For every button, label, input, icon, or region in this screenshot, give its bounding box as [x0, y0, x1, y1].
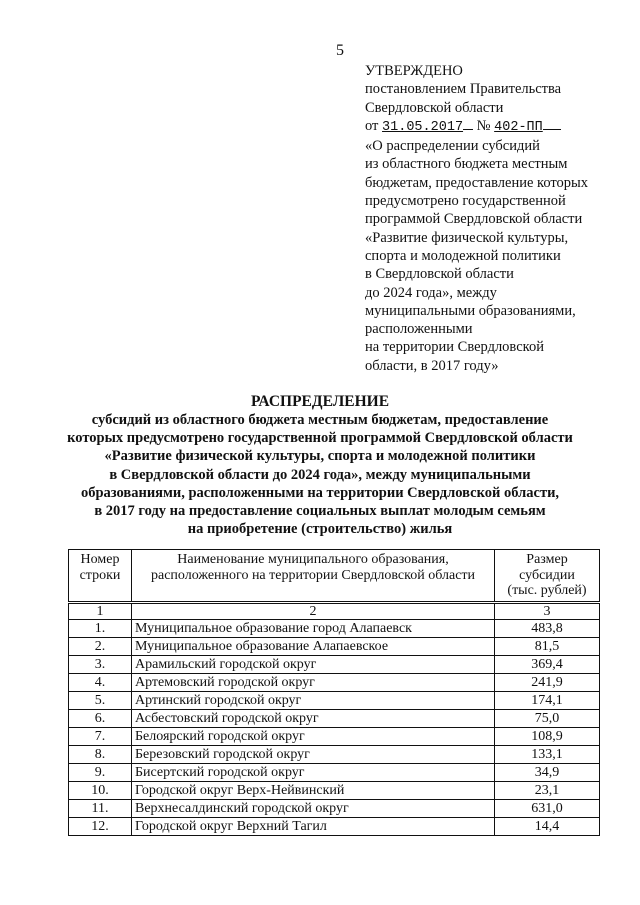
subtitle-line: «Развитие физической культуры, спорта и молодежной политики: [104, 448, 536, 465]
table-row: [69, 782, 600, 800]
table-row: [69, 800, 600, 818]
municipality-name: Арамильский городской округ: [132, 656, 495, 674]
column-number: 2: [132, 602, 495, 620]
approval-number: 402-ПП: [494, 119, 543, 135]
subsidy-amount: 174,1: [495, 692, 600, 710]
approval-doc-line: расположенными: [365, 321, 473, 338]
municipality-name: Муниципальное образование город Алапаевск: [132, 620, 495, 638]
table-row: [69, 620, 600, 638]
approval-doc-line: из областного бюджета местным: [365, 156, 568, 173]
column-number: 3: [495, 602, 600, 620]
municipality-name: Белоярский городской округ: [132, 728, 495, 746]
subsidy-amount: 483,8: [495, 620, 600, 638]
municipality-name: Городской округ Верхний Тагил: [132, 818, 495, 836]
document-subtitle: [40, 411, 600, 538]
subsidy-amount: 75,0: [495, 710, 600, 728]
table-row: [69, 728, 600, 746]
municipality-name: Артемовский городской округ: [132, 674, 495, 692]
table-row: [69, 638, 600, 656]
table-row: [69, 818, 600, 836]
approval-date-line: [365, 117, 630, 137]
subsidy-amount: 108,9: [495, 728, 600, 746]
row-number: 3.: [69, 656, 132, 674]
municipality-name: Муниципальное образование Алапаевское: [132, 638, 495, 656]
table-row: [69, 746, 600, 764]
approval-doc-line: бюджетам, предоставление которых: [365, 174, 589, 191]
subsidy-amount: 369,4: [495, 656, 600, 674]
subsidy-amount: 14,4: [495, 818, 600, 836]
approval-doc-lines: [365, 137, 630, 375]
municipality-name: Асбестовский городской округ: [132, 710, 495, 728]
approval-date: 31.05.2017: [382, 119, 464, 135]
row-number: 10.: [69, 782, 132, 800]
subtitle-line: образованиями, расположенными на территории Свердловской области,: [80, 484, 560, 501]
approval-doc-line: программой Свердловской области: [365, 211, 583, 228]
subsidy-amount: 34,9: [495, 764, 600, 782]
header-municipality-name: Наименование муниципального образования, расположенного на территории Свердловской области: [132, 550, 495, 603]
column-number-row: [69, 602, 600, 620]
row-number: 11.: [69, 800, 132, 818]
row-number: 9.: [69, 764, 132, 782]
subtitle-line: на приобретение (строительство) жилья: [187, 521, 453, 538]
subtitle-line: которых предусмотрено государственной программой Свердловской области: [67, 430, 573, 447]
municipality-name: Верхнесалдинский городской округ: [132, 800, 495, 818]
distribution-table: [68, 549, 600, 836]
approval-block: [365, 62, 630, 375]
table-row: [69, 710, 600, 728]
approval-doc-line: «Развитие физической культуры,: [365, 229, 569, 246]
subtitle-line: субсидий из областного бюджета местным бюджетам, предоставление: [91, 412, 549, 428]
subsidy-amount: 81,5: [495, 638, 600, 656]
row-number: 1.: [69, 620, 132, 638]
subtitle-line: в Свердловской области до 2024 года», между муниципальными: [109, 466, 531, 483]
municipality-name: Артинский городской округ: [132, 692, 495, 710]
approval-doc-line: спорта и молодежной политики: [365, 247, 561, 264]
header-row-number: Номер строки: [69, 550, 132, 603]
approval-doc-line: области, в 2017 году»: [365, 357, 499, 374]
table-header-row: [69, 550, 600, 603]
page-number: 5: [336, 42, 344, 59]
municipality-name: Городской округ Верх-Нейвинский: [132, 782, 495, 800]
approval-line-1: постановлением Правительства: [365, 81, 562, 98]
document-title: РАСПРЕДЕЛЕНИЕ: [250, 393, 390, 410]
approval-doc-line: предусмотрено государственной: [365, 193, 566, 210]
municipality-name: Бисертский городской округ: [132, 764, 495, 782]
table-row: [69, 692, 600, 710]
municipality-name: Березовский городской округ: [132, 746, 495, 764]
approval-doc-line: на территории Свердловской: [365, 339, 544, 356]
header-subsidy-amount: Размер субсидии (тыс. рублей): [495, 550, 600, 603]
approval-doc-line: муниципальными образованиями,: [365, 302, 576, 319]
subsidy-amount: 631,0: [495, 800, 600, 818]
approval-doc-line: «О распределении субсидий: [365, 138, 540, 155]
row-number: 7.: [69, 728, 132, 746]
column-number: 1: [69, 602, 132, 620]
row-number: 5.: [69, 692, 132, 710]
subsidy-amount: 133,1: [495, 746, 600, 764]
table-row: [69, 674, 600, 692]
row-number: 8.: [69, 746, 132, 764]
approval-doc-line: до 2024 года», между: [365, 284, 497, 301]
approval-heading: УТВЕРЖДЕНО: [365, 63, 463, 79]
row-number: 12.: [69, 818, 132, 836]
number-prefix: №: [476, 117, 491, 134]
approval-line-2: Свердловской области: [365, 99, 504, 116]
subtitle-line: в 2017 году на предоставление социальных выплат молодым семьям: [94, 503, 546, 520]
row-number: 4.: [69, 674, 132, 692]
subsidy-amount: 241,9: [495, 674, 600, 692]
subsidy-amount: 23,1: [495, 782, 600, 800]
date-prefix: от: [365, 117, 379, 134]
row-number: 6.: [69, 710, 132, 728]
table-row: [69, 764, 600, 782]
approval-doc-line: в Свердловской области: [365, 266, 514, 283]
table-row: [69, 656, 600, 674]
row-number: 2.: [69, 638, 132, 656]
